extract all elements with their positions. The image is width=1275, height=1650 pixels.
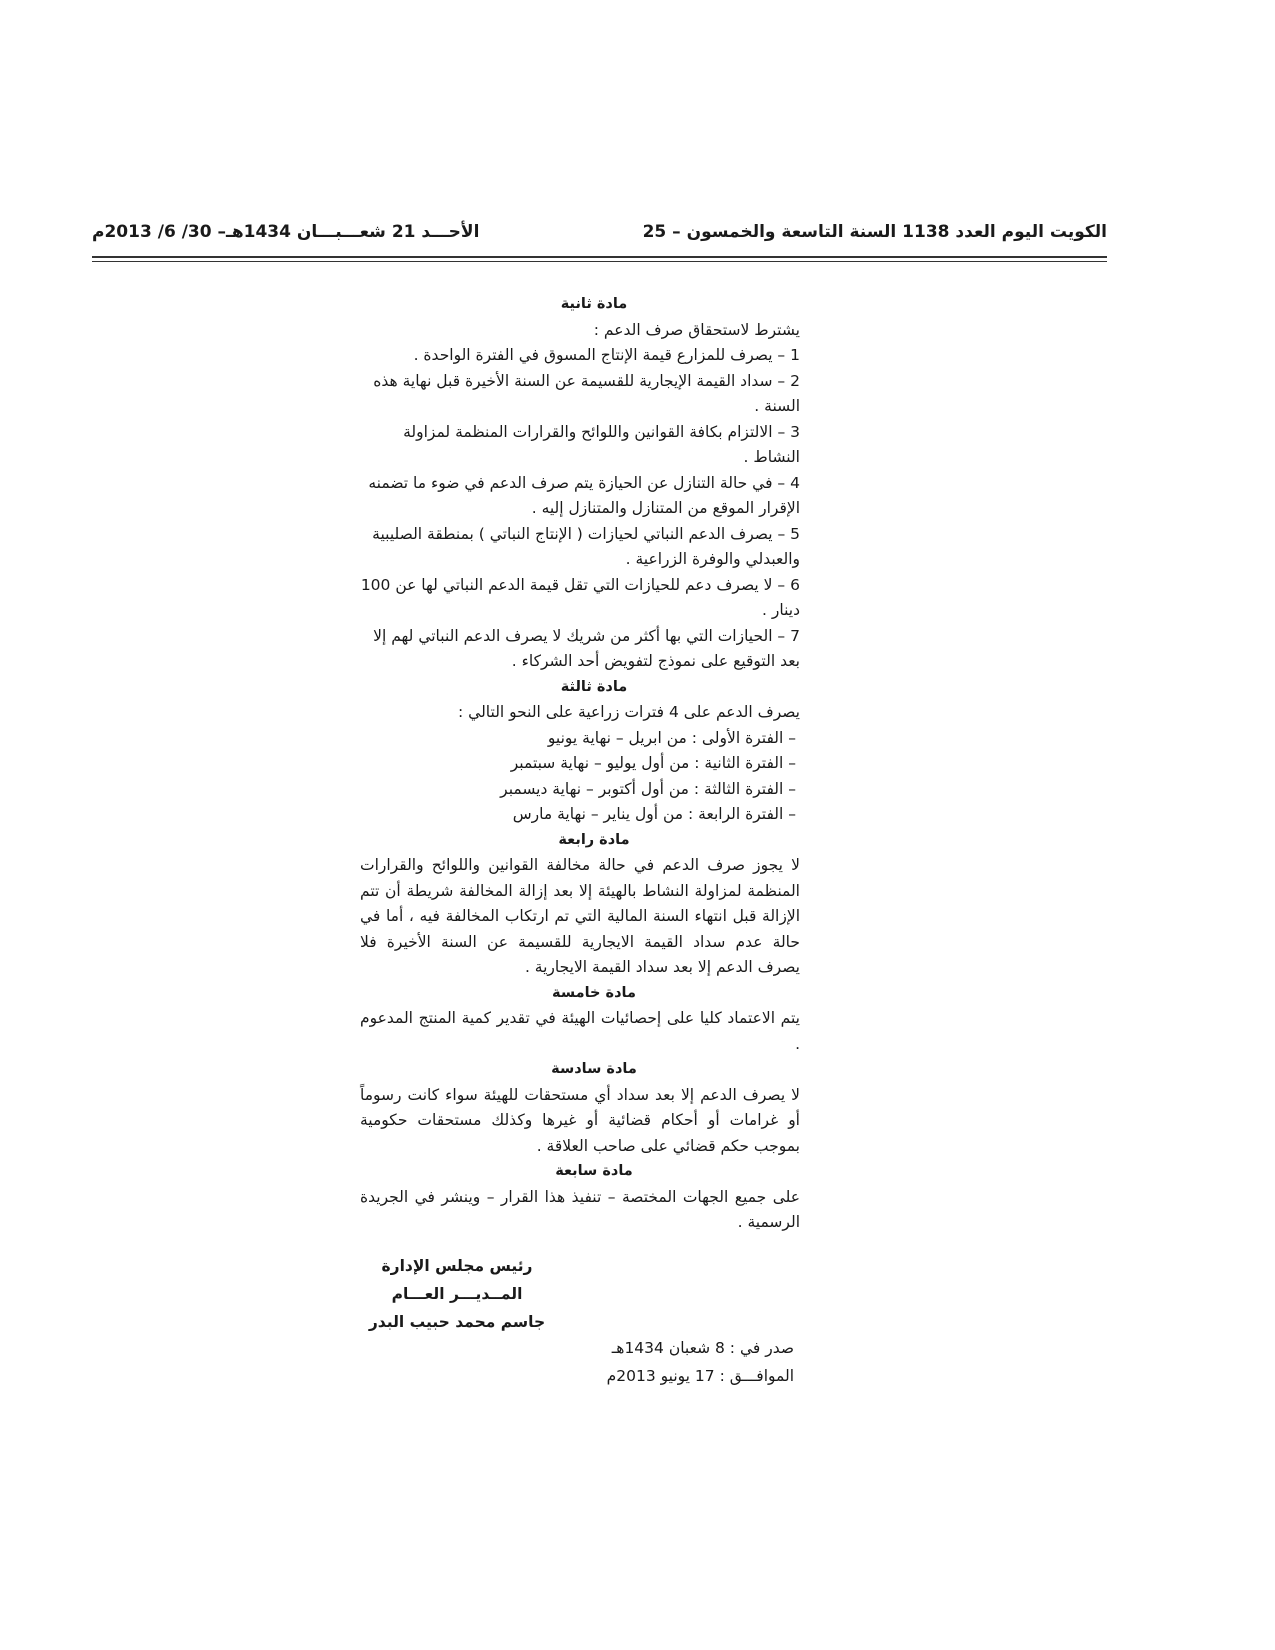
period-item: – الفترة الثانية : من أول يوليو – نهاية سبتمبر bbox=[510, 754, 796, 772]
page-header bbox=[92, 222, 1107, 252]
signature-position: المــديـــر العـــام bbox=[391, 1285, 523, 1303]
issue-date-gregorian: الموافـــق : 17 يونيو 2013م bbox=[606, 1367, 794, 1385]
article-7-text: على جميع الجهات المختصة – تنفيذ هذا القرار – وينشر في الجريدة الرسمية . bbox=[360, 1187, 800, 1231]
article-3-title: مادة ثالثة bbox=[560, 678, 628, 695]
article-2-item: 1 – يصرف للمزارع قيمة الإنتاج المسوق في الفترة الواحدة . bbox=[413, 346, 800, 364]
article-2-item: 5 – يصرف الدعم النباتي لحيازات ( الإنتاج النباتي ) بمنطقة الصليبية والعبدلي والوفرة الزراعية . bbox=[372, 524, 800, 568]
article-6-title: مادة سادسة bbox=[551, 1061, 637, 1077]
article-2-title: مادة ثانية bbox=[560, 296, 628, 312]
signature-title: رئيس مجلس الإدارة bbox=[381, 1257, 533, 1275]
period-item: – الفترة الأولى : من ابريل – نهاية يونيو bbox=[547, 728, 796, 747]
signature-block bbox=[352, 1252, 562, 1336]
period-item: – الفترة الثالثة : من أول أكتوبر – نهاية ديسمبر bbox=[500, 779, 796, 798]
article-2-item: 4 – في حالة التنازل عن الحيازة يتم صرف الدعم في ضوء ما تضمنه الإقرار الموقع من المتنازل والمتنازل إليه . bbox=[368, 473, 800, 517]
article-5-title: مادة خامسة bbox=[552, 984, 636, 1001]
article-6-text: لا يصرف الدعم إلا بعد سداد أي مستحقات للهيئة سواء كانت رسوماً أو غرامات أو أحكام قضائية أو غيرها وكذلك مستحقات حكومية بموجب حكم قضائي على صاحب العلاقة . bbox=[360, 1085, 800, 1155]
issue-date-hijri: صدر في : 8 شعبان 1434هـ bbox=[611, 1339, 794, 1357]
article-2-item: 7 – الحيازات التي بها أكثر من شريك لا يصرف الدعم النباتي لهم إلا بعد التوقيع على نموذج لتفويض أحد الشركاء . bbox=[373, 626, 800, 670]
gazette-issue-info: الكويت اليوم العدد 1138 السنة التاسعة والخمسون – 25 bbox=[642, 222, 1107, 242]
header-divider bbox=[92, 256, 1107, 258]
issue-date-block bbox=[584, 1334, 794, 1390]
signature-name: جاسم محمد حبيب البدر bbox=[368, 1313, 546, 1331]
article-3-intro: يصرف الدعم على 4 فترات زراعية على النحو التالي : bbox=[458, 703, 800, 721]
article-5-text: يتم الاعتماد كليا على إحصائيات الهيئة في تقدير كمية المنتج المدعوم . bbox=[360, 1009, 800, 1053]
article-4-title: مادة رابعة bbox=[558, 831, 630, 848]
article-2-item: 6 – لا يصرف دعم للحيازات التي تقل قيمة الدعم النباتي لها عن 100 دينار . bbox=[360, 575, 800, 619]
decree-body bbox=[360, 292, 828, 1236]
article-2-item: 3 – الالتزام بكافة القوانين واللوائح والقرارات المنظمة لمزاولة النشاط . bbox=[403, 422, 800, 466]
article-4-text: لا يجوز صرف الدعم في حالة مخالفة القوانين واللوائح والقرارات المنظمة لمزاولة النشاط بالهيئة إلا بعد إزالة المخالفة شريطة أن تتم الإزالة قبل انتهاء السنة المالية التي تم ارتكاب المخالفة فيه ، أما في حالة عدم سداد القيمة الايجارية للقسيمة عن السنة الأخيرة فلا يصرف الدعم إلا بعد سداد القيمة الايجارية . bbox=[360, 856, 800, 976]
period-item: – الفترة الرابعة : من أول يناير – نهاية مارس bbox=[512, 805, 796, 823]
gazette-date: الأحـــد 21 شعـــبـــان 1434هـ– 30/ 6/ 2013م bbox=[92, 222, 480, 242]
header-divider-thin bbox=[92, 261, 1107, 262]
article-2-intro: يشترط لاستحقاق صرف الدعم : bbox=[593, 320, 800, 339]
article-7-title: مادة سابعة bbox=[555, 1163, 633, 1179]
article-2-item: 2 – سداد القيمة الإيجارية للقسيمة عن السنة الأخيرة قبل نهاية هذه السنة . bbox=[373, 371, 800, 415]
